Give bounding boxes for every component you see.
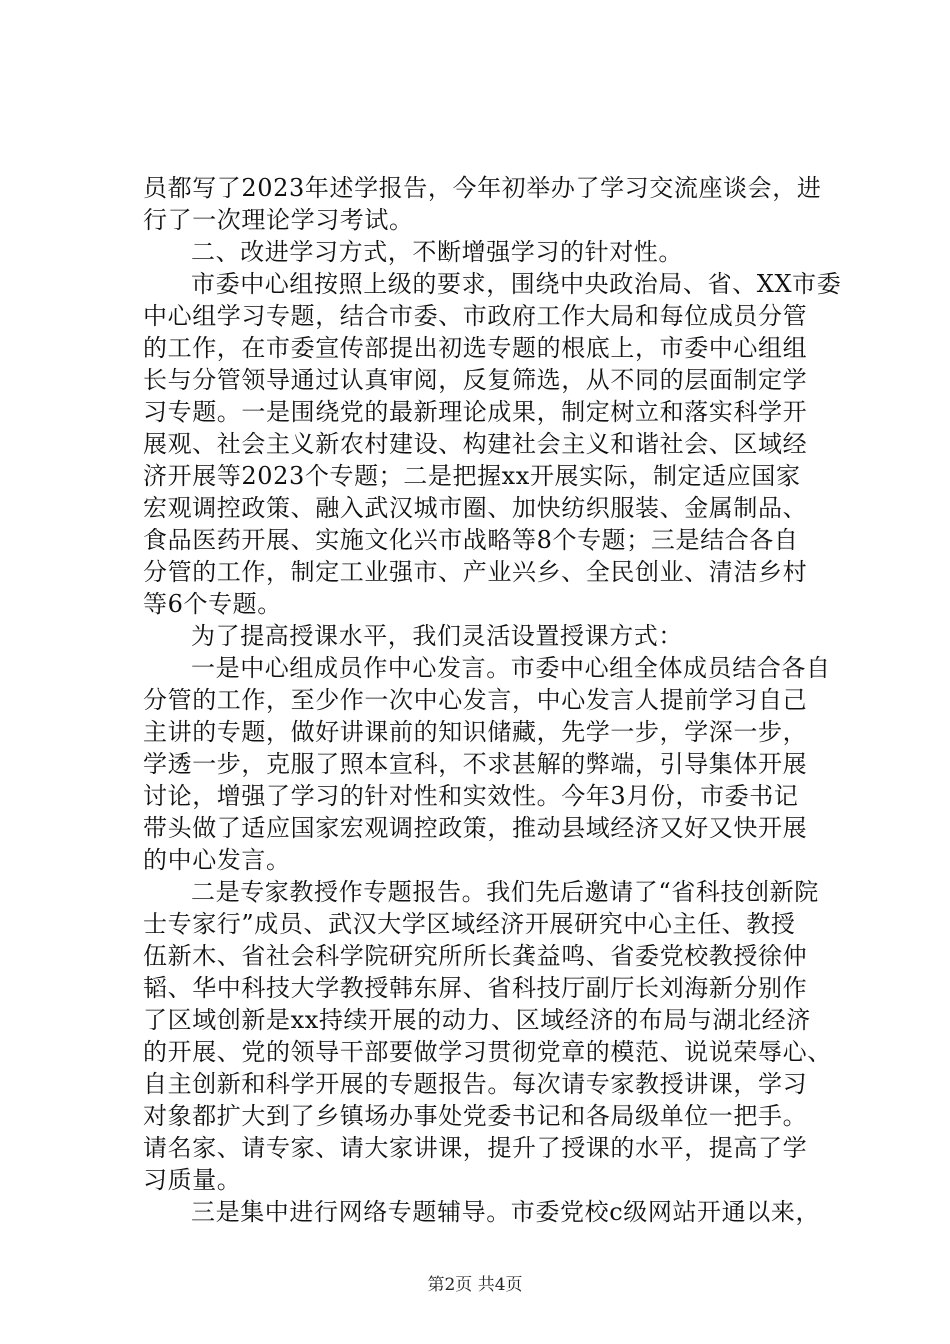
text-line: 为了提高授课水平，我们灵活设置授课方式：: [191, 622, 683, 650]
paragraph: [143, 652, 850, 876]
text-line: 带头做了适应国家宏观调控政策，推动县域经济又好又快开展: [143, 814, 808, 842]
text-line: 学透一步，克服了照本宣科，不求甚解的弊端，引导集体开展: [143, 750, 808, 778]
text-line: 请名家、请专家、请大家讲课，提升了授课的水平，提高了学: [143, 1134, 808, 1162]
text-line: 自主创新和科学开展的专题报告。每次请专家教授讲课，学习: [143, 1070, 808, 1098]
text-line: 习质量。: [143, 1166, 242, 1194]
text-line: 对象都扩大到了乡镇场办事处党委书记和各局级单位一把手。: [143, 1102, 808, 1130]
text-line: 中心组学习专题，结合市委、市政府工作大局和每位成员分管: [143, 302, 808, 330]
text-line: 行了一次理论学习考试。: [143, 206, 414, 234]
text-line: 展观、社会主义新农村建设、构建社会主义和谐社会、区域经: [143, 430, 808, 458]
paragraph: [143, 236, 850, 268]
text-line: 食品医药开展、实施文化兴市战略等8个专题；三是结合各自: [143, 526, 799, 554]
text-line: 员都写了2023年述学报告，今年初举办了学习交流座谈会，进: [143, 174, 822, 202]
document-body: [143, 172, 850, 1228]
text-line: 伍新木、省社会科学院研究所所长龚益鸣、省委党校教授徐仲: [143, 942, 808, 970]
text-line: 了区域创新是xx持续开展的动力、区域经济的布局与湖北经济: [143, 1006, 811, 1034]
text-line: 士专家行”成员、武汉大学区域经济开展研究中心主任、教授: [143, 910, 796, 938]
text-line: 二是专家教授作专题报告。我们先后邀请了“省科技创新院: [191, 878, 819, 906]
text-line: 等6个专题。: [143, 590, 282, 618]
text-line: 一是中心组成员作中心发言。市委中心组全体成员结合各自: [191, 654, 831, 682]
page-footer: 第2页 共4页: [427, 1275, 523, 1295]
text-line: 宏观调控政策、融入武汉城市圈、加快纺织服装、金属制品、: [143, 494, 808, 522]
text-line: 韬、华中科技大学教授韩东屏、省科技厅副厅长刘海新分别作: [143, 974, 808, 1002]
text-line: 的开展、党的领导干部要做学习贯彻党章的模范、说说荣辱心、: [143, 1038, 832, 1066]
paragraph: [143, 620, 850, 652]
text-line: 二、改进学习方式，不断增强学习的针对性。: [191, 238, 683, 266]
paragraph: [143, 1196, 850, 1228]
text-line: 的工作，在市委宣传部提出初选专题的根底上，市委中心组组: [143, 334, 808, 362]
paragraph: [143, 268, 850, 620]
text-line: 习专题。一是围绕党的最新理论成果，制定树立和落实科学开: [143, 398, 808, 426]
text-line: 分管的工作，制定工业强市、产业兴乡、全民创业、清洁乡村: [143, 558, 808, 586]
text-line: 市委中心组按照上级的要求，围绕中央政治局、省、XX市委: [191, 270, 842, 298]
text-line: 主讲的专题，做好讲课前的知识储藏，先学一步，学深一步，: [143, 718, 808, 746]
paragraph: [143, 172, 850, 236]
text-line: 的中心发言。: [143, 846, 291, 874]
text-line: 讨论，增强了学习的针对性和实效性。今年3月份，市委书记: [143, 782, 799, 810]
text-line: 长与分管领导通过认真审阅，反复筛选，从不同的层面制定学: [143, 366, 808, 394]
text-line: 三是集中进行网络专题辅导。市委党校c级网站开通以来，: [191, 1198, 821, 1226]
text-line: 分管的工作，至少作一次中心发言，中心发言人提前学习自己: [143, 686, 808, 714]
text-line: 济开展等2023个专题；二是把握xx开展实际，制定适应国家: [143, 462, 801, 490]
paragraph: [143, 876, 850, 1196]
